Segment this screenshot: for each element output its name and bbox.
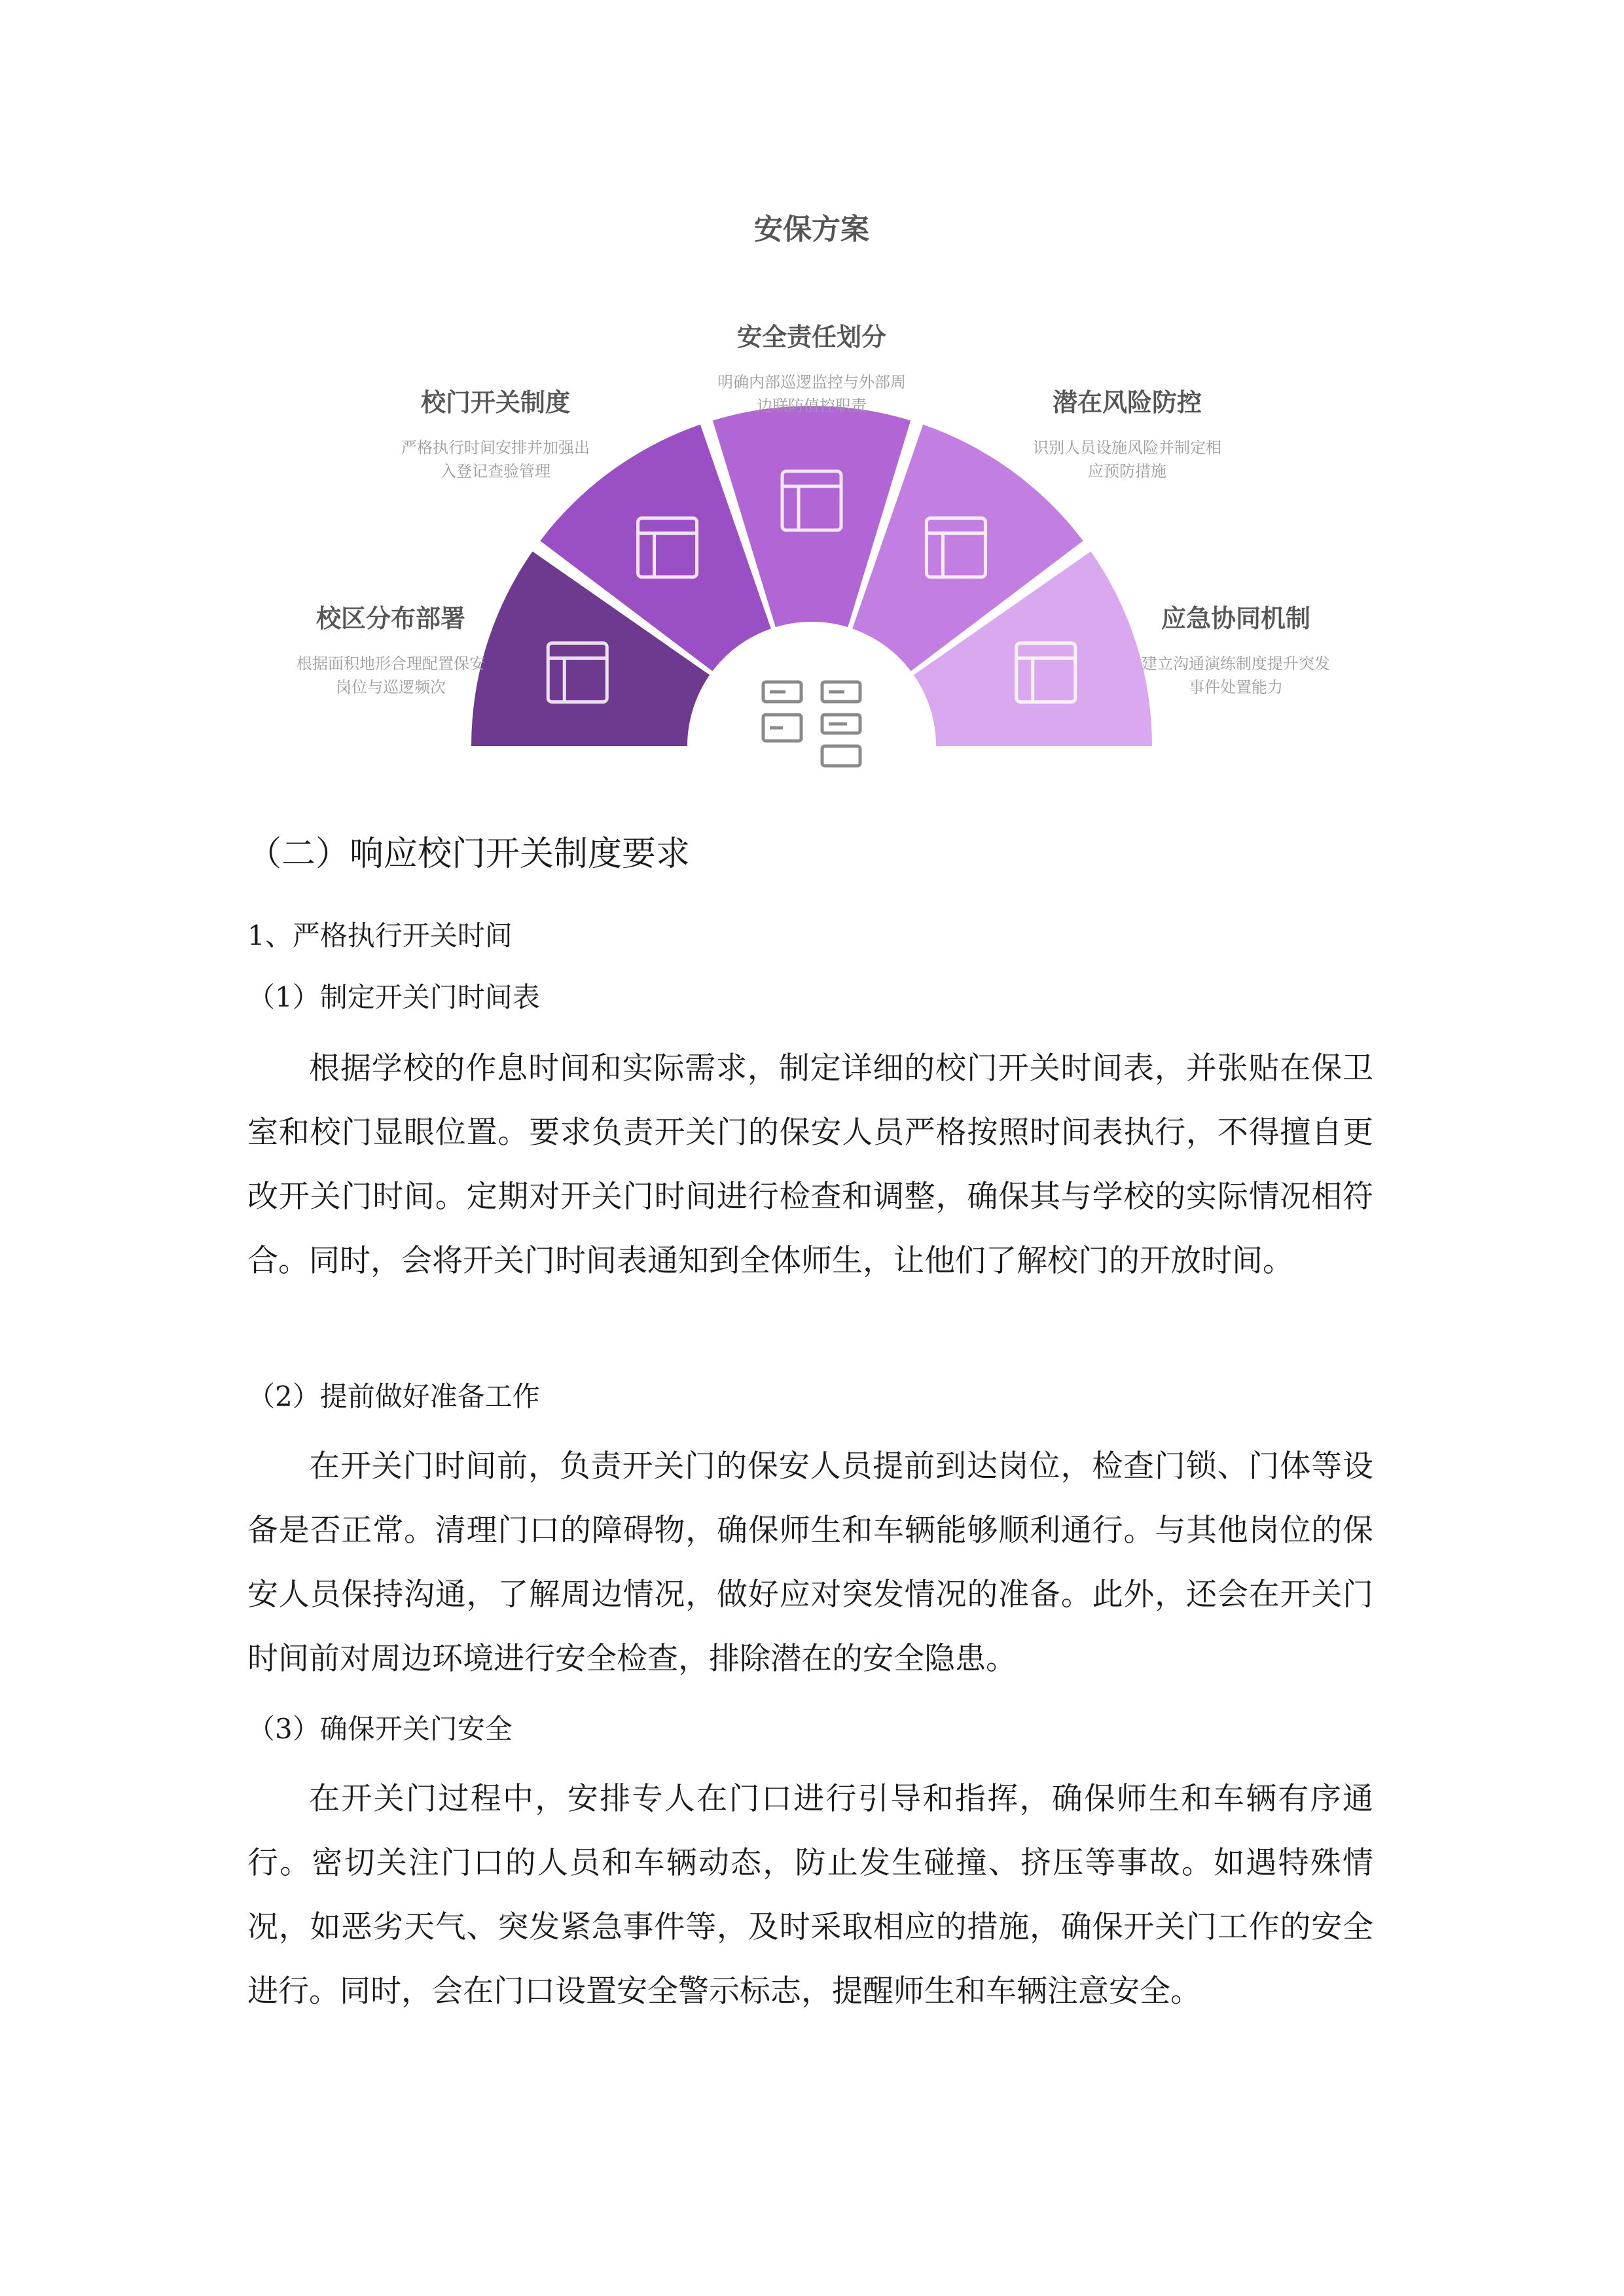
item-desc-line: 入登记查验管理: [441, 462, 550, 480]
diagram-item-risk-control: [1033, 388, 1221, 480]
dashboard-icon: [763, 682, 860, 766]
diagram-item-gate-system: [401, 388, 590, 480]
diagram-item-responsibility: [717, 323, 906, 415]
item-label: 安全责任划分: [736, 323, 887, 351]
diagram-item-emergency: [1142, 604, 1330, 696]
item-desc-line: 识别人员设施风险并制定相: [1033, 439, 1221, 457]
item-label: 校门开关制度: [420, 388, 571, 417]
item-heading-3: （3）确保开关门安全: [247, 1713, 513, 1745]
section-heading: （二）响应校门开关制度要求: [247, 834, 691, 874]
item-desc-line: 建立沟通演练制度提升突发: [1142, 655, 1330, 673]
item-desc-line: 明确内部巡逻监控与外部周: [717, 373, 906, 391]
item-label: 潜在风险防控: [1052, 388, 1202, 417]
item-heading-2: （2）提前做好准备工作: [247, 1380, 540, 1412]
item-label: 应急协同机制: [1161, 604, 1311, 633]
item-paragraph-3: 在开关门过程中，安排专人在门口进行引导和指挥，确保师生和车辆有序通行。密切关注门口的人员和车辆动态，防止发生碰撞、挤压等事故。如遇特殊情况，如恶劣天气、突发紧急事件等，及时采取相应的措施，确保开关门工作的安全进行。同时，会在门口设置安全警示标志，提醒师生和车辆注意安全。: [247, 1781, 1373, 2009]
item-desc-line: 根据面积地形合理配置保安: [297, 655, 485, 673]
diagram-segments: [471, 406, 1152, 746]
item-paragraph-1: 根据学校的作息时间和实际需求，制定详细的校门开关时间表，并张贴在保卫室和校门显眼位置。要求负责开关门的保安人员严格按照时间表执行，不得擅自更改开关门时间。定期对开关门时间进行检查和调整，确保其与学校的实际情况相符合。同时，会将开关门时间表通知到全体师生，让他们了解校门的开放时间。: [247, 1050, 1373, 1279]
subsection-heading: 1、严格执行开关时间: [247, 920, 513, 952]
item-desc-line: 严格执行时间安排并加强出: [401, 439, 590, 457]
security-plan-diagram: [0, 0, 1624, 798]
item-desc-line: 应预防措施: [1088, 462, 1166, 480]
item-label: 校区分布部署: [316, 604, 466, 633]
item-desc-line: 岗位与巡逻频次: [336, 678, 446, 696]
item-heading-1: （1）制定开关门时间表: [247, 981, 540, 1013]
item-desc-line: 边联防值控职责: [757, 397, 867, 415]
item-desc-line: 事件处置能力: [1189, 678, 1283, 696]
item-paragraph-2: 在开关门时间前，负责开关门的保安人员提前到达岗位，检查门锁、门体等设备是否正常。清理门口的障碍物，确保师生和车辆能够顺利通行。与其他岗位的保安人员保持沟通，了解周边情况，做好应对突发情况的准备。此外，还会在开关门时间前对周边环境进行安全检查，排除潜在的安全隐患。: [247, 1448, 1373, 1677]
diagram-title: 安保方案: [754, 213, 869, 246]
diagram-item-distribution: [297, 604, 485, 696]
